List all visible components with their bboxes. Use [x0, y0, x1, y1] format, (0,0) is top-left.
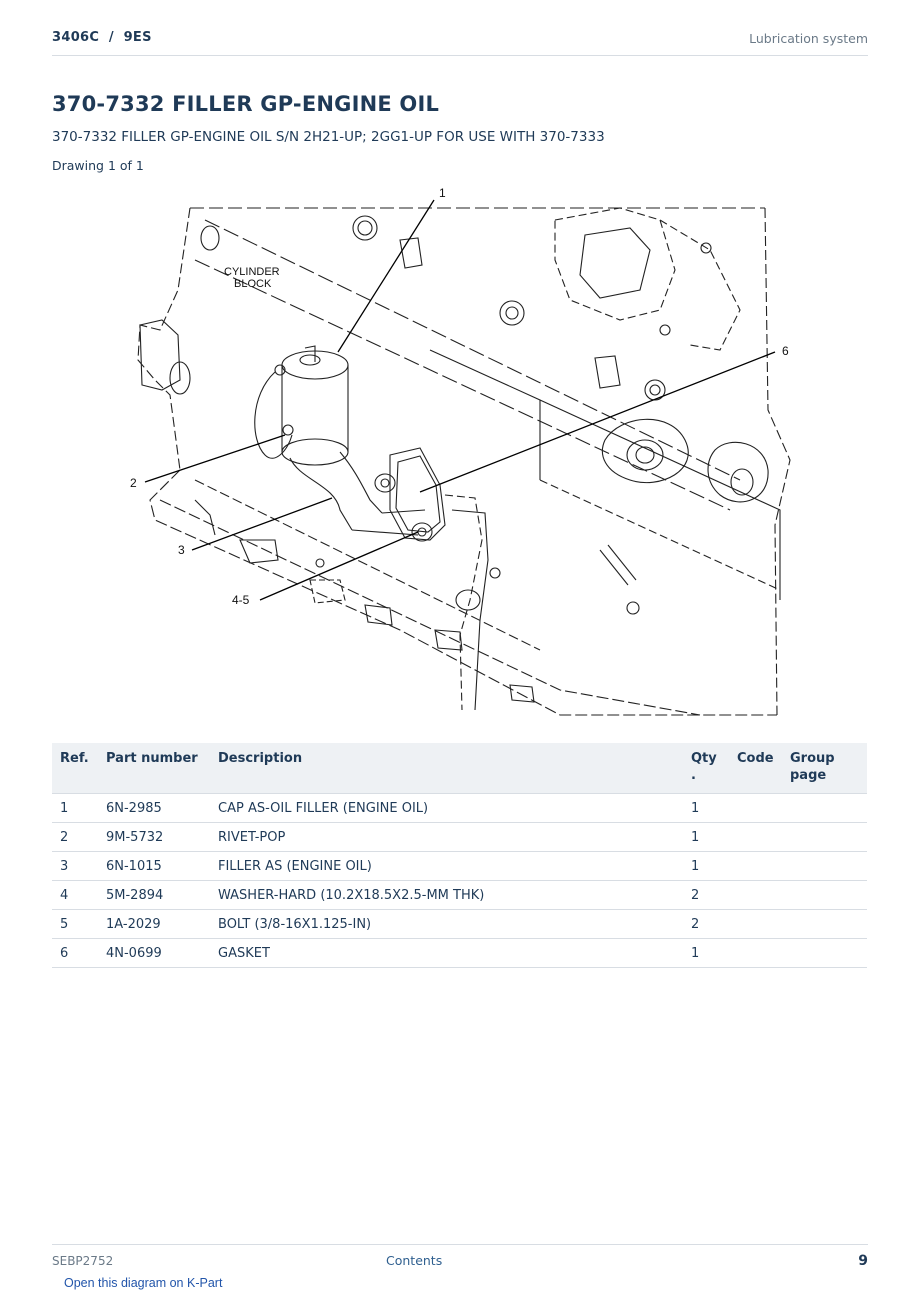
col-part-number: Part number [106, 751, 198, 766]
col-code: Code [737, 751, 774, 766]
parts-table [52, 743, 867, 968]
kpart-link[interactable]: Open this diagram on K-Part [64, 1276, 223, 1290]
cell-description: BOLT (3/8-16X1.125-IN) [210, 910, 683, 939]
callout-6: 6 [782, 344, 789, 358]
document-number: SEBP2752 [52, 1254, 114, 1268]
cell-group-page [782, 823, 867, 852]
table-row [52, 939, 867, 968]
section-name: Lubrication system [749, 31, 868, 46]
leader-1 [338, 200, 434, 352]
block-label-1: CYLINDER [224, 266, 280, 278]
table-row [52, 823, 867, 852]
col-group-page [782, 743, 867, 794]
table-header-row [52, 743, 867, 794]
leader-3 [192, 498, 332, 550]
cell-description: FILLER AS (ENGINE OIL) [210, 852, 683, 881]
cell-ref: 1 [52, 794, 98, 823]
callout-2: 2 [130, 476, 137, 490]
drawing-count: Drawing 1 of 1 [52, 158, 144, 173]
callout-3: 3 [178, 543, 185, 557]
cell-group-page [782, 852, 867, 881]
table-row [52, 852, 867, 881]
cell-group-page [782, 881, 867, 910]
cell-ref: 5 [52, 910, 98, 939]
cell-code [729, 823, 782, 852]
cell-code [729, 794, 782, 823]
col-group-line1: Group [790, 751, 835, 766]
col-group-line2: page [790, 768, 827, 783]
parts-diagram [100, 180, 820, 725]
cell-group-page [782, 910, 867, 939]
table-row [52, 881, 867, 910]
cell-group-page [782, 939, 867, 968]
col-qty [683, 743, 729, 794]
contents-link[interactable]: Contents [386, 1253, 443, 1268]
cell-qty: 1 [683, 794, 729, 823]
callout-1: 1 [439, 186, 446, 200]
cell-code [729, 881, 782, 910]
page-footer [52, 1244, 868, 1274]
model-serial: 3406C / 9ES [52, 30, 152, 45]
cell-ref: 4 [52, 881, 98, 910]
cell-part-number: 5M-2894 [98, 881, 210, 910]
cell-qty: 1 [683, 823, 729, 852]
cell-group-page [782, 794, 867, 823]
callout-4-5: 4-5 [232, 593, 250, 607]
cell-part-number: 6N-1015 [98, 852, 210, 881]
page-subtitle: 370-7332 FILLER GP-ENGINE OIL S/N 2H21-UP; 2GG1-UP FOR USE WITH 370-7333 [52, 129, 605, 145]
cell-description: GASKET [210, 939, 683, 968]
cell-code [729, 910, 782, 939]
cell-code [729, 939, 782, 968]
col-qty-line2: . [691, 768, 696, 783]
cell-part-number: 6N-2985 [98, 794, 210, 823]
page-title: 370-7332 FILLER GP-ENGINE OIL [52, 92, 440, 116]
col-description: Description [218, 751, 303, 766]
cell-part-number: 9M-5732 [98, 823, 210, 852]
leader-4-5 [260, 532, 418, 600]
cell-qty: 2 [683, 910, 729, 939]
table-row [52, 910, 867, 939]
leader-2 [145, 435, 285, 482]
page-number: 9 [858, 1253, 868, 1269]
cell-qty: 2 [683, 881, 729, 910]
table-row [52, 794, 867, 823]
cell-qty: 1 [683, 852, 729, 881]
cell-part-number: 1A-2029 [98, 910, 210, 939]
block-label-2: BLOCK [234, 278, 272, 290]
cell-part-number: 4N-0699 [98, 939, 210, 968]
col-ref: Ref. [60, 751, 89, 766]
cell-ref: 2 [52, 823, 98, 852]
cell-qty: 1 [683, 939, 729, 968]
page-header [52, 28, 868, 56]
col-qty-line1: Qty [691, 751, 717, 766]
cell-description: CAP AS-OIL FILLER (ENGINE OIL) [210, 794, 683, 823]
cell-code [729, 852, 782, 881]
cell-ref: 6 [52, 939, 98, 968]
cell-ref: 3 [52, 852, 98, 881]
cell-description: RIVET-POP [210, 823, 683, 852]
cell-description: WASHER-HARD (10.2X18.5X2.5-MM THK) [210, 881, 683, 910]
